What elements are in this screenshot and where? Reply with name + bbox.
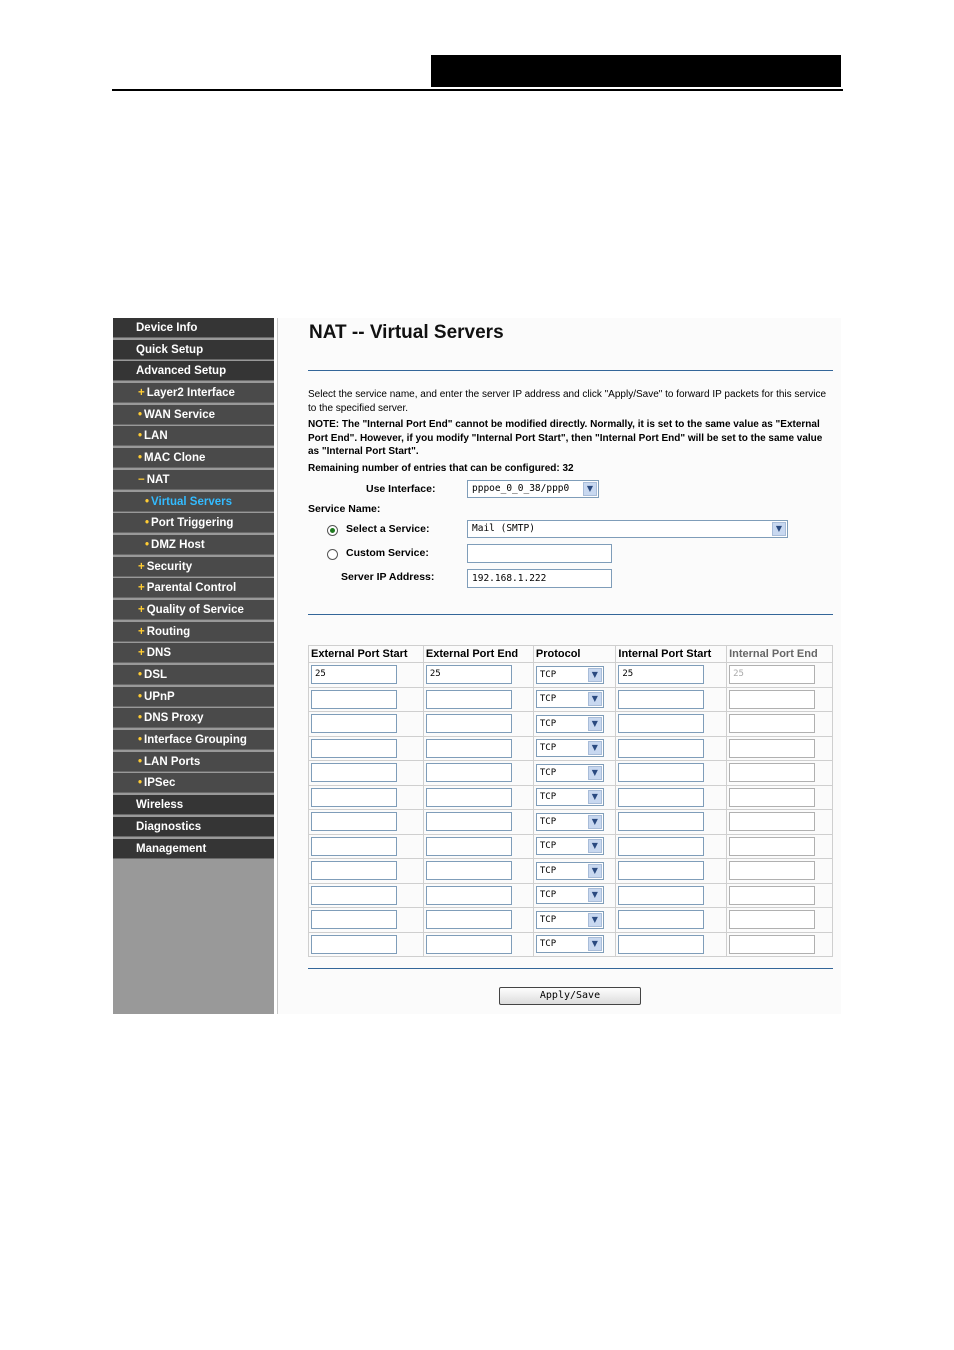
table-row (309, 883, 833, 908)
table-cell (423, 785, 533, 810)
table-cell (309, 736, 424, 761)
table-cell (309, 859, 424, 884)
table-cell (533, 687, 616, 712)
sidebar-item-label: Virtual Servers (151, 495, 233, 508)
menu-marker-icon: • (138, 690, 143, 703)
custom-service-label: Custom Service: (346, 547, 429, 559)
internal-port-start-input[interactable] (618, 739, 704, 758)
header-rule (112, 89, 843, 91)
menu-marker-icon: • (145, 517, 150, 530)
sidebar-item-label: NAT (146, 473, 170, 486)
protocol-select-value: TCP (539, 792, 557, 803)
use-interface-label: Use Interface: (366, 483, 436, 495)
column-header: External Port End (423, 646, 533, 663)
chevron-down-icon[interactable]: ▼ (588, 815, 602, 829)
protocol-select[interactable] (536, 739, 604, 757)
menu-marker-icon: + (138, 582, 145, 595)
chevron-down-icon[interactable]: ▼ (588, 668, 602, 682)
column-header: External Port Start (309, 646, 424, 663)
table-cell (309, 810, 424, 835)
external-port-end-input[interactable] (426, 788, 512, 807)
table-cell (423, 834, 533, 859)
table-row (309, 663, 833, 688)
internal-port-start-input[interactable] (618, 837, 704, 856)
table-cell (727, 859, 833, 884)
sidebar-item-mac-clone[interactable] (113, 448, 274, 468)
sidebar-item-label: Port Triggering (151, 517, 234, 530)
select-service-value: Mail (SMTP) (472, 523, 535, 534)
table-row (309, 834, 833, 859)
use-interface-select[interactable] (467, 480, 599, 498)
sidebar-item-routing[interactable] (113, 622, 274, 642)
sidebar-item-label: Interface Grouping (144, 734, 247, 747)
sidebar-item-security[interactable] (113, 557, 274, 577)
protocol-select[interactable] (536, 715, 604, 733)
sidebar-item-label: DSL (144, 669, 168, 681)
sidebar-item-label: DMZ Host (151, 538, 205, 551)
external-port-start-input[interactable] (311, 812, 397, 831)
internal-port-start-input[interactable] (618, 861, 704, 880)
table-cell (533, 859, 616, 884)
table-row (309, 785, 833, 810)
protocol-select[interactable] (536, 788, 604, 806)
internal-port-end-input (729, 935, 815, 954)
protocol-select-value: TCP (539, 841, 557, 852)
internal-port-end-input (729, 714, 815, 733)
table-cell (423, 932, 533, 957)
external-port-end-input[interactable] (426, 714, 512, 733)
internal-port-start-input[interactable] (618, 886, 704, 905)
internal-port-start-input[interactable] (618, 714, 704, 733)
external-port-start-input[interactable] (311, 739, 397, 758)
external-port-start-input[interactable] (311, 910, 397, 929)
sidebar-item-label: WAN Service (144, 408, 215, 421)
table-cell (616, 932, 727, 957)
chevron-down-icon[interactable]: ▼ (588, 913, 602, 927)
menu-marker-icon: • (138, 755, 143, 768)
select-service-dropdown[interactable] (467, 520, 788, 538)
sidebar-item-quick-setup[interactable] (113, 340, 274, 360)
protocol-select-value: TCP (539, 694, 557, 705)
note-text: NOTE: The "Internal Port End" cannot be modified directly. Normally, it is set to the same value as "External Port End". However, if you modify "Internal Port Start", then "Internal Port End" will be set to the same value as "Internal Port Start". (308, 419, 823, 457)
form-divider (308, 614, 833, 615)
table-cell (727, 663, 833, 688)
table-cell (423, 663, 533, 688)
table-cell (616, 785, 727, 810)
external-port-start-input[interactable] (311, 788, 397, 807)
custom-service-input[interactable] (467, 544, 612, 563)
menu-marker-icon: • (145, 495, 150, 508)
table-cell (533, 761, 616, 786)
internal-port-end-input (729, 739, 815, 758)
sidebar (113, 318, 274, 1014)
table-cell (309, 785, 424, 810)
table-cell (533, 785, 616, 810)
sidebar-item-dmz-host[interactable] (113, 535, 274, 555)
table-cell (423, 712, 533, 737)
menu-marker-icon: + (138, 647, 145, 660)
internal-port-start-input[interactable] (618, 812, 704, 831)
sidebar-item-lan[interactable] (113, 426, 274, 446)
external-port-start-input[interactable] (311, 886, 397, 905)
chevron-down-icon[interactable]: ▼ (588, 766, 602, 780)
table-row (309, 761, 833, 786)
internal-port-start-input[interactable] (618, 665, 704, 684)
apply-save-button[interactable]: Apply/Save (499, 987, 641, 1005)
bottom-divider (308, 968, 833, 969)
sidebar-item-label: Parental Control (146, 582, 237, 595)
protocol-select[interactable] (536, 813, 604, 831)
table-cell (727, 932, 833, 957)
sidebar-item-label: Quick Setup (136, 343, 204, 356)
sidebar-item-lan-ports[interactable] (113, 752, 274, 772)
menu-marker-icon: • (138, 712, 143, 725)
table-cell (727, 761, 833, 786)
protocol-select-value: TCP (539, 767, 557, 778)
table-cell (309, 908, 424, 933)
table-row (309, 932, 833, 957)
external-port-start-input[interactable] (311, 690, 397, 709)
internal-port-end-input (729, 763, 815, 782)
sidebar-item-wireless[interactable] (113, 795, 274, 815)
sidebar-item-management[interactable] (113, 839, 274, 859)
sidebar-item-label: IPSec (144, 777, 176, 790)
table-cell (727, 785, 833, 810)
chevron-down-icon[interactable]: ▼ (583, 482, 597, 496)
external-port-end-input[interactable] (426, 837, 512, 856)
table-cell (309, 883, 424, 908)
external-port-start-input[interactable] (311, 665, 397, 684)
table-cell (423, 687, 533, 712)
sidebar-item-dns-proxy[interactable] (113, 708, 274, 728)
internal-port-end-input (729, 837, 815, 856)
table-cell (309, 834, 424, 859)
external-port-start-input-value: 25 (315, 669, 326, 680)
table-cell (727, 883, 833, 908)
internal-port-end-input (729, 788, 815, 807)
menu-marker-icon: • (138, 430, 143, 443)
table-cell (423, 810, 533, 835)
external-port-end-input[interactable] (426, 665, 512, 684)
sidebar-item-port-triggering[interactable] (113, 513, 274, 533)
protocol-select[interactable] (536, 862, 604, 880)
table-cell (616, 712, 727, 737)
protocol-select[interactable] (536, 764, 604, 782)
protocol-select[interactable] (536, 886, 604, 904)
internal-port-start-input[interactable] (618, 690, 704, 709)
chevron-down-icon[interactable]: ▼ (772, 522, 786, 536)
internal-port-start-input[interactable] (618, 788, 704, 807)
table-cell (533, 736, 616, 761)
sidebar-item-virtual-servers[interactable] (113, 492, 274, 512)
sidebar-item-label: Diagnostics (136, 820, 202, 833)
table-row (309, 810, 833, 835)
sidebar-item-nat[interactable] (113, 470, 274, 490)
server-ip-label: Server IP Address: (341, 571, 435, 583)
sidebar-item-label: Management (136, 842, 207, 855)
protocol-select[interactable] (536, 911, 604, 929)
table-cell (727, 810, 833, 835)
menu-marker-icon: • (138, 669, 143, 681)
protocol-select-value: TCP (539, 816, 557, 827)
table-cell (616, 761, 727, 786)
sidebar-item-label: Routing (146, 625, 191, 638)
sidebar-item-label: MAC Clone (144, 452, 206, 465)
menu-marker-icon: • (145, 538, 150, 551)
external-port-end-input[interactable] (426, 812, 512, 831)
menu-marker-icon: • (138, 777, 143, 790)
sidebar-item-interface-grouping[interactable] (113, 730, 274, 750)
sidebar-item-ipsec[interactable] (113, 773, 274, 793)
sidebar-item-label: Security (146, 560, 193, 573)
sidebar-item-dns[interactable] (113, 643, 274, 663)
page-title: NAT -- Virtual Servers (309, 322, 504, 343)
remaining-entries: Remaining number of entries that can be configured: 32 (308, 463, 574, 474)
internal-port-end-input (729, 812, 815, 831)
sidebar-item-label: UPnP (144, 690, 175, 703)
table-cell (309, 663, 424, 688)
table-cell (616, 810, 727, 835)
sidebar-item-advanced-setup[interactable] (113, 361, 274, 381)
table-cell (616, 687, 727, 712)
external-port-end-input[interactable] (426, 935, 512, 954)
sidebar-item-layer2-interface[interactable] (113, 383, 274, 403)
table-cell (616, 883, 727, 908)
external-port-end-input[interactable] (426, 910, 512, 929)
internal-port-start-input[interactable] (618, 763, 704, 782)
sidebar-item-diagnostics[interactable] (113, 817, 274, 837)
chevron-down-icon[interactable]: ▼ (588, 888, 602, 902)
menu-marker-icon: + (138, 625, 145, 638)
internal-port-end-input (729, 861, 815, 880)
menu-marker-icon: − (138, 473, 145, 486)
external-port-start-input[interactable] (311, 837, 397, 856)
custom-service-radio[interactable] (327, 549, 338, 560)
chevron-down-icon[interactable]: ▼ (588, 692, 602, 706)
table-cell (423, 736, 533, 761)
sidebar-item-upnp[interactable] (113, 687, 274, 707)
external-port-end-input[interactable] (426, 886, 512, 905)
table-cell (727, 687, 833, 712)
protocol-select[interactable] (536, 666, 604, 684)
chevron-down-icon[interactable]: ▼ (588, 741, 602, 755)
external-port-start-input[interactable] (311, 763, 397, 782)
server-ip-input[interactable]: 192.168.1.222 (467, 569, 612, 588)
external-port-end-input[interactable] (426, 861, 512, 880)
protocol-select-value: TCP (539, 939, 557, 950)
table-cell (309, 761, 424, 786)
menu-marker-icon: • (138, 452, 143, 465)
table-cell (533, 663, 616, 688)
table-cell (616, 663, 727, 688)
protocol-select-value: TCP (539, 865, 557, 876)
table-cell (533, 810, 616, 835)
protocol-select-value: TCP (539, 890, 557, 901)
table-cell (533, 908, 616, 933)
external-port-end-input[interactable] (426, 739, 512, 758)
sidebar-item-label: Layer2 Interface (146, 387, 235, 400)
sidebar-item-quality-of-service[interactable] (113, 600, 274, 620)
protocol-select[interactable] (536, 935, 604, 953)
external-port-end-input-value: 25 (429, 669, 441, 680)
table-row (309, 687, 833, 712)
external-port-start-input[interactable] (311, 935, 397, 954)
port-table (308, 645, 833, 957)
intro-text: Select the service name, and enter the server IP address and click "Apply/Save" to forward IP packets for this service to the specified server. (308, 389, 827, 414)
protocol-select-value: TCP (539, 914, 557, 925)
internal-port-end-input (729, 665, 815, 684)
table-cell (727, 834, 833, 859)
table-cell (423, 883, 533, 908)
table-cell (309, 932, 424, 957)
table-cell (533, 932, 616, 957)
external-port-end-input[interactable] (426, 690, 512, 709)
sidebar-item-device-info[interactable] (113, 318, 274, 338)
sidebar-item-label: LAN Ports (144, 755, 201, 768)
table-cell (309, 712, 424, 737)
sidebar-item-dsl[interactable] (113, 665, 274, 685)
table-cell (533, 834, 616, 859)
sidebar-item-wan-service[interactable] (113, 405, 274, 425)
select-service-radio[interactable] (327, 525, 338, 536)
sidebar-item-parental-control[interactable] (113, 578, 274, 598)
column-header: Protocol (533, 646, 616, 663)
sidebar-item-label: Wireless (136, 799, 184, 812)
external-port-start-input[interactable] (311, 861, 397, 880)
menu-marker-icon: + (138, 560, 145, 573)
menu-marker-icon: + (138, 603, 145, 616)
sidebar-item-label: Quality of Service (146, 603, 244, 616)
internal-port-end-input-value: 25 (733, 669, 744, 680)
port-table-header (309, 646, 833, 663)
internal-port-start-input[interactable] (618, 935, 704, 954)
table-cell (727, 712, 833, 737)
table-row (309, 859, 833, 884)
table-cell (727, 736, 833, 761)
title-divider (308, 370, 833, 371)
port-table-body (309, 663, 833, 957)
sidebar-item-label: DNS (146, 647, 171, 660)
external-port-end-input[interactable] (426, 763, 512, 782)
sidebar-menu (113, 318, 274, 859)
protocol-select-value: TCP (539, 743, 557, 754)
protocol-select[interactable] (536, 690, 604, 708)
chevron-down-icon[interactable]: ▼ (588, 839, 602, 853)
sidebar-item-label: DNS Proxy (144, 712, 204, 725)
internal-port-end-input (729, 886, 815, 905)
column-header: Internal Port Start (616, 646, 727, 663)
table-cell (616, 834, 727, 859)
table-cell (423, 761, 533, 786)
table-row (309, 908, 833, 933)
sidebar-item-label: LAN (144, 430, 168, 443)
internal-port-end-input (729, 910, 815, 929)
column-header: Internal Port End (727, 646, 833, 663)
chevron-down-icon[interactable]: ▼ (588, 937, 602, 951)
table-cell (533, 883, 616, 908)
sidebar-item-label: Advanced Setup (136, 365, 227, 378)
chevron-down-icon[interactable]: ▼ (588, 717, 602, 731)
main-content (278, 318, 841, 1014)
internal-port-start-input[interactable] (618, 910, 704, 929)
table-cell (423, 859, 533, 884)
protocol-select-value: TCP (539, 669, 557, 680)
table-cell (616, 736, 727, 761)
table-row (309, 736, 833, 761)
menu-marker-icon: • (138, 734, 143, 747)
use-interface-value: pppoe_0_0_38/ppp0 (472, 483, 570, 494)
internal-port-start-input-value: 25 (622, 669, 634, 680)
table-cell (309, 687, 424, 712)
chevron-down-icon[interactable]: ▼ (588, 790, 602, 804)
internal-port-end-input (729, 690, 815, 709)
menu-marker-icon: • (138, 408, 143, 421)
sidebar-item-label: Device Info (136, 322, 198, 334)
table-row (309, 712, 833, 737)
protocol-select-value: TCP (539, 718, 557, 729)
menu-marker-icon: + (138, 387, 145, 400)
table-cell (423, 908, 533, 933)
router-screenshot (113, 318, 841, 1014)
table-cell (616, 859, 727, 884)
chevron-down-icon[interactable]: ▼ (588, 864, 602, 878)
external-port-start-input[interactable] (311, 714, 397, 733)
service-name-label: Service Name: (308, 503, 381, 515)
protocol-select[interactable] (536, 837, 604, 855)
table-cell (533, 712, 616, 737)
table-cell (616, 908, 727, 933)
header-bar (431, 55, 841, 87)
table-cell (727, 908, 833, 933)
select-service-label: Select a Service: (346, 523, 430, 535)
